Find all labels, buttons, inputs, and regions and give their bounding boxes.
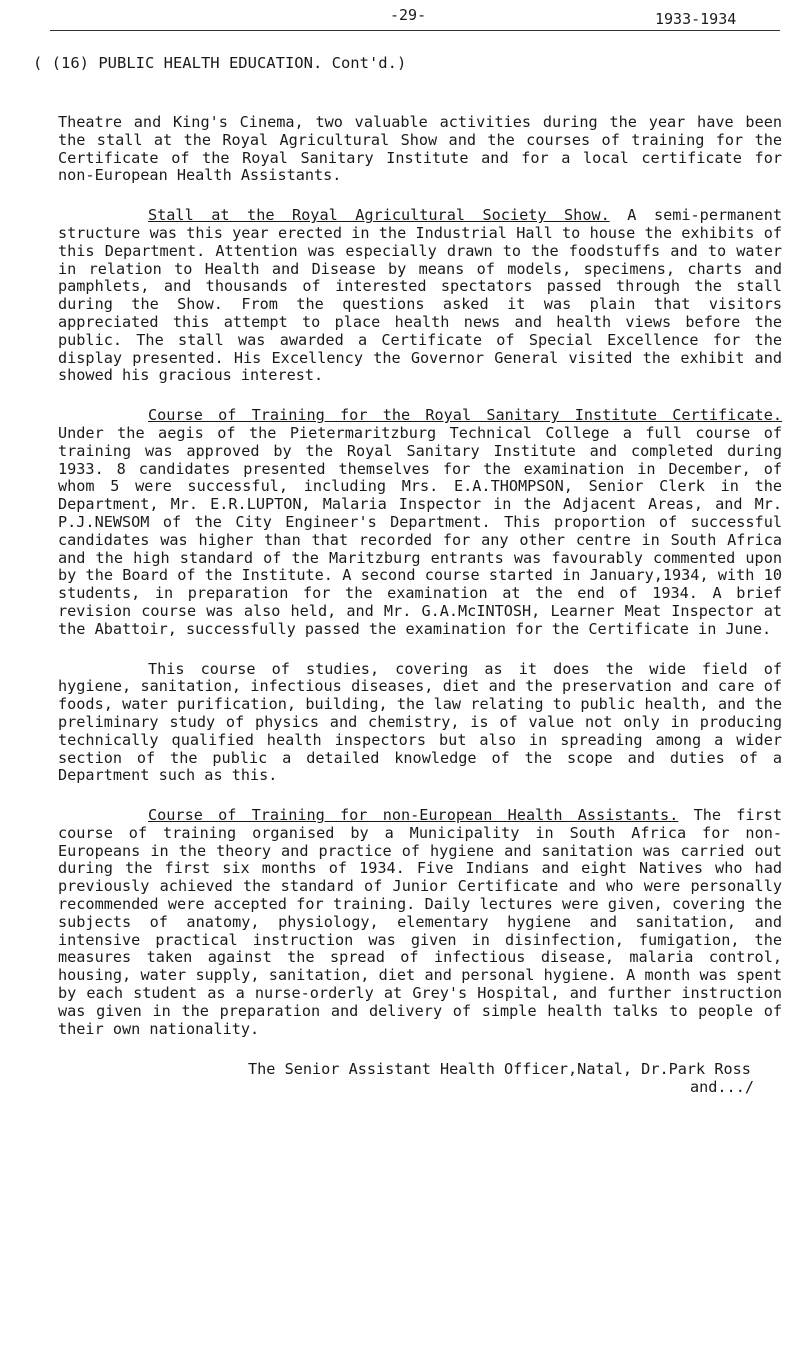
paragraph-rsi-course [58, 407, 782, 638]
subheading-rsi-course: Course of Training for the Royal Sanitary Institute Certificate. [148, 406, 782, 425]
report-year: 1933-1934 [655, 10, 737, 28]
continuation-marker: and.../ [689, 1078, 754, 1097]
header-rule [50, 30, 780, 31]
section-heading: ( (16) PUBLIC HEALTH EDUCATION. Cont'd.) [33, 54, 407, 72]
page-number: -29- [390, 6, 427, 24]
subheading-show-stall: Stall at the Royal Agricultural Society Show. [148, 206, 610, 225]
paragraph-show-stall-text: A semi-permanent structure was this year erected in the Industrial Hall to house the exhibits of this Department. Attention was especially drawn to the foodstuffs and to water in relation to Health and Disease by means of models, specimens, charts and pamphlets, and thousands of interested spectators passed through the stall during the Show. From the questions asked it was plain that visitors appreciated this attempt to place health news and health views before the public. The stall was awarded a Certificate of Special Excellence for the display presented. His Excellency the Governor General visited the exhibit and showed his gracious interest. [58, 206, 782, 385]
paragraph-closing: The Senior Assistant Health Officer,Natal, Dr.Park Ross [248, 1060, 751, 1079]
page-header [20, 6, 780, 40]
subheading-non-european-course: Course of Training for non-European Health Assistants. [148, 806, 679, 825]
paragraph-course-value: This course of studies, covering as it does the wide field of hygiene, sanitation, infectious diseases, diet and the preservation and care of foods, water purification, building, the law relating to public health, and the preliminary study of physics and chemistry, is of value not only in producing technically qualified health inspectors but also in spreading among a wider section of the public a detailed knowledge of the scope and duties of a Department such as this. [58, 659, 782, 785]
paragraph-non-european-course-text: The first course of training organised by a Municipality in South Africa for non-Europeans in the theory and practice of hygiene and sanitation was carried out during the first six months of 1934. Five Indians and eight Natives who had previously achieved the standard of Junior Certificate and who were personally recommended were accepted for training. Daily lectures were given, covering the subjects of anatomy, physiology, elementary hygiene and sanitation, and intensive practical instruction was given in disinfection, fumigation, the measures taken against the spread of infectious disease, malaria control, housing, water supply, sanitation, diet and personal hygiene. A month was spent by each student as a nurse-orderly at Grey's Hospital, and further instruction was given in the preparation and delivery of simple health talks to people of their own nationality. [58, 806, 782, 1038]
document-body [58, 114, 782, 1096]
paragraph-intro: Theatre and King's Cinema, two valuable activities during the year have been the stall at the Royal Agricultural Show and the courses of training for the Certificate of the Royal Sanitary Institute and for a local certificate for non-European Health Assistants. [58, 113, 782, 185]
paragraph-rsi-course-text: Under the aegis of the Pietermaritzburg Technical College a full course of training was approved by the Royal Sanitary Institute and completed during 1933. 8 candidates presented themselves for the examination in December, of whom 5 were successful, including Mrs. E.A.THOMPSON, Senior Clerk in the Department, Mr. E.R.LUPTON, Malaria Inspector in the Adjacent Areas, and Mr. P.J.NEWSOM of the City Engineer's Department. This proportion of successful candidates was higher than that recorded for any other centre in South Africa and the high standard of the Maritzburg entrants was favourably commented upon by the Board of the Institute. A second course started in January,1934, with 10 students, in preparation for the examination at the end of 1934. A brief revision course was also held, and Mr. G.A.McINTOSH, Learner Meat Inspector at the Abattoir, successfully passed the examination for the Certificate in June. [58, 423, 782, 638]
paragraph-show-stall [58, 207, 782, 385]
paragraph-non-european-course [58, 807, 782, 1038]
